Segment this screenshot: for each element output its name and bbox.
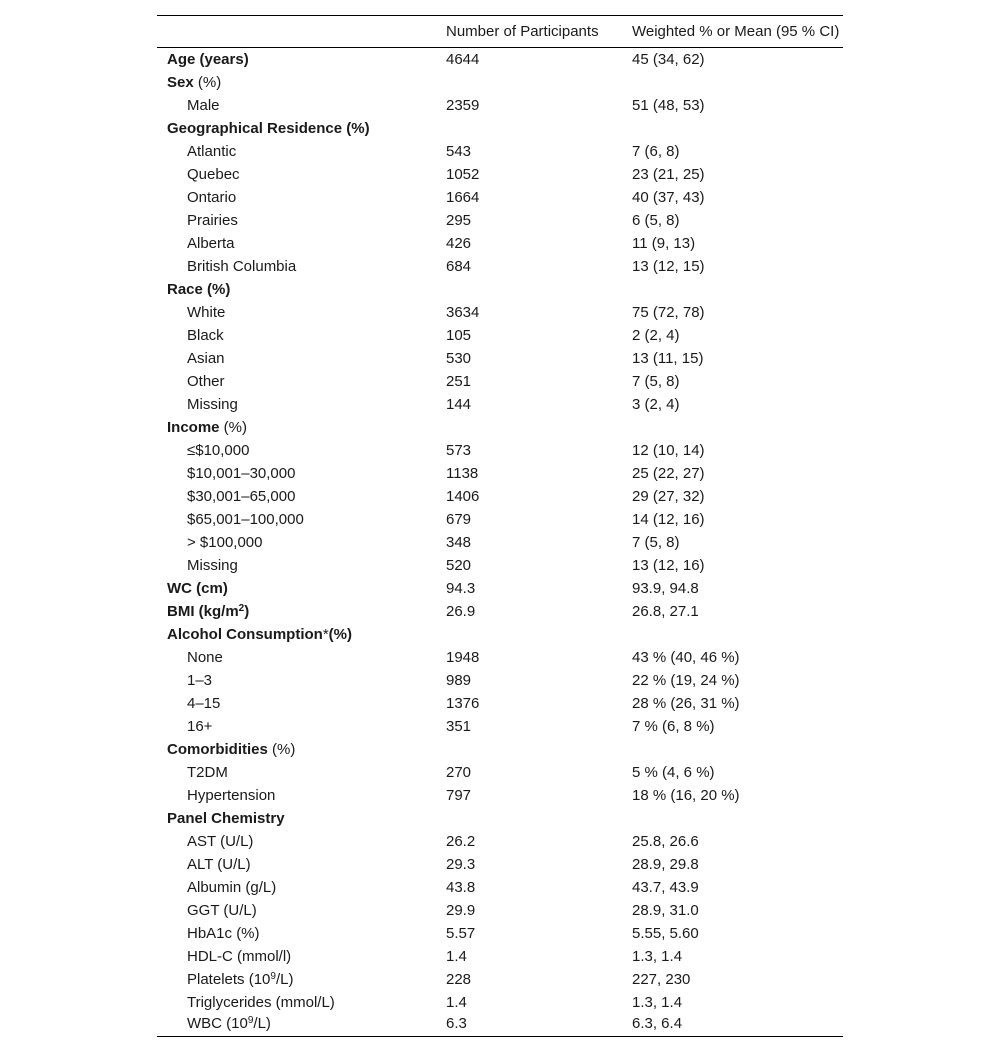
participant-characteristics-table (157, 15, 843, 1037)
table-row (157, 324, 843, 347)
table-row (157, 462, 843, 485)
row-label (157, 163, 446, 186)
weighted-cell: 13 (12, 15) (632, 257, 705, 275)
participants-cell: 1664 (446, 188, 480, 206)
row-label-label: Atlantic (187, 142, 237, 160)
weighted-cell: 1.3, 1.4 (632, 947, 683, 965)
section-row (157, 623, 843, 646)
row-label (157, 485, 446, 508)
section-row (157, 416, 843, 439)
row-label-rest: (%) (193, 73, 222, 91)
table-row (157, 439, 843, 462)
section-row (157, 48, 843, 71)
participants-cell: 43.8 (446, 878, 476, 896)
weighted-cell: 2 (2, 4) (632, 326, 680, 344)
weighted-cell: 28.9, 31.0 (632, 901, 699, 919)
row-label-label: $30,001–65,000 (187, 487, 296, 505)
table-row (157, 899, 843, 922)
participants-cell: 426 (446, 234, 472, 252)
row-label (157, 48, 446, 71)
table-row (157, 163, 843, 186)
section-row (157, 577, 843, 600)
participants-cell: 270 (446, 763, 472, 781)
weighted-cell: 1.3, 1.4 (632, 993, 683, 1011)
weighted-cell: 45 (34, 62) (632, 50, 705, 68)
row-label-label: ALT (U/L) (187, 855, 251, 873)
table-row (157, 991, 843, 1014)
section-row (157, 807, 843, 830)
participants-cell: 2359 (446, 96, 480, 114)
row-label-label: Missing (187, 395, 238, 413)
participants-cell (446, 278, 632, 301)
row-label (157, 324, 446, 347)
table-row (157, 968, 843, 991)
participants-cell: 251 (446, 372, 472, 390)
row-label (157, 623, 446, 646)
row-label-rest: (%) (219, 418, 248, 436)
participants-cell (446, 71, 632, 94)
row-label-label: 4–15 (187, 694, 221, 712)
row-label-label: GGT (U/L) (187, 901, 257, 919)
row-label (157, 945, 446, 968)
weighted-cell: 11 (9, 13) (632, 234, 696, 252)
row-label-label: Asian (187, 349, 225, 367)
participants-cell: 989 (446, 671, 472, 689)
participants-cell: 797 (446, 786, 472, 804)
weighted-cell (632, 623, 843, 646)
participants-cell: 1.4 (446, 993, 467, 1011)
table-row (157, 255, 843, 278)
row-label-rest: (%) (267, 740, 296, 758)
row-label (157, 715, 446, 738)
weighted-cell: 13 (12, 16) (632, 556, 705, 574)
weighted-cell: 75 (72, 78) (632, 303, 705, 321)
weighted-cell: 7 (5, 8) (632, 533, 680, 551)
participants-cell: 1138 (446, 464, 479, 482)
weighted-cell: 18 % (16, 20 %) (632, 786, 740, 804)
row-label-label: Missing (187, 556, 238, 574)
header-participants: Number of Participants (446, 23, 599, 40)
row-label-bold: WC (cm) (167, 579, 228, 597)
weighted-cell: 5.55, 5.60 (632, 924, 699, 942)
table-row (157, 830, 843, 853)
participants-cell (446, 623, 632, 646)
participants-cell: 228 (446, 970, 472, 988)
weighted-cell (632, 807, 843, 830)
participants-cell: 94.3 (446, 579, 476, 597)
row-label-label: 1–3 (187, 671, 213, 689)
row-label (157, 462, 446, 485)
row-label-label: None (187, 648, 223, 666)
row-label-label: AST (U/L) (187, 832, 254, 850)
participants-cell: 29.3 (446, 855, 476, 873)
row-label (157, 531, 446, 554)
row-label-bold: Comorbidities (167, 740, 268, 758)
table-row (157, 508, 843, 531)
row-label-label: $10,001–30,000 (187, 464, 296, 482)
weighted-cell: 23 (21, 25) (632, 165, 705, 183)
weighted-cell: 22 % (19, 24 %) (632, 671, 740, 689)
participants-cell (446, 807, 632, 830)
row-label-bold-after: (%) (328, 625, 352, 643)
row-label-label: HDL-C (mmol/l) (187, 947, 292, 965)
weighted-cell: 93.9, 94.8 (632, 579, 699, 597)
table-row (157, 853, 843, 876)
row-label-bold: Income (167, 418, 220, 436)
row-label (157, 554, 446, 577)
row-label (157, 508, 446, 531)
participants-cell: 3634 (446, 303, 480, 321)
row-label-bold: Sex (167, 73, 194, 91)
table-row (157, 784, 843, 807)
row-label (157, 738, 446, 761)
row-label (157, 255, 446, 278)
row-label (157, 669, 446, 692)
weighted-cell: 6.3, 6.4 (632, 1014, 683, 1032)
row-label-bold: Age (years) (167, 50, 249, 68)
row-label-label: British Columbia (187, 257, 297, 275)
row-label (157, 117, 446, 140)
participants-cell: 530 (446, 349, 472, 367)
table-row (157, 209, 843, 232)
weighted-cell: 3 (2, 4) (632, 395, 680, 413)
table-row (157, 301, 843, 324)
table-row (157, 646, 843, 669)
row-label (157, 416, 446, 439)
row-label-label: Ontario (187, 188, 237, 206)
row-label (157, 991, 446, 1014)
row-label-sup: 9 (247, 1014, 254, 1026)
table-row (157, 715, 843, 738)
row-label (157, 830, 446, 853)
row-label-sup: 2 (238, 602, 245, 614)
row-label (157, 899, 446, 922)
row-label-label: Triglycerides (mmol/L) (187, 993, 335, 1011)
participants-cell: 144 (446, 395, 472, 413)
weighted-cell: 5 % (4, 6 %) (632, 763, 715, 781)
participants-cell (446, 416, 632, 439)
participants-cell: 29.9 (446, 901, 476, 919)
participants-cell (446, 738, 632, 761)
weighted-cell: 7 (5, 8) (632, 372, 680, 390)
row-label-label: Black (187, 326, 224, 344)
weighted-cell (632, 416, 843, 439)
row-label (157, 71, 446, 94)
section-row (157, 738, 843, 761)
weighted-cell: 29 (27, 32) (632, 487, 705, 505)
row-label (157, 370, 446, 393)
row-label (157, 761, 446, 784)
row-label-label: Hypertension (187, 786, 276, 804)
row-label (157, 577, 446, 600)
table-header-row (157, 16, 843, 48)
participants-cell: 6.3 (446, 1014, 467, 1032)
participants-cell: 26.2 (446, 832, 476, 850)
row-label-bold: Panel Chemistry (167, 809, 285, 827)
row-label-sup: 9 (270, 970, 276, 982)
section-row (157, 71, 843, 94)
weighted-cell: 12 (10, 14) (632, 441, 705, 459)
table-row (157, 554, 843, 577)
participants-cell: 1406 (446, 487, 480, 505)
row-label-label: White (187, 303, 226, 321)
participants-cell: 295 (446, 211, 472, 229)
header-weighted: Weighted % or Mean (95 % CI) (632, 23, 840, 40)
table-row (157, 485, 843, 508)
participants-cell: 5.57 (446, 924, 476, 942)
participants-cell: 1.4 (446, 947, 467, 965)
table-row (157, 140, 843, 163)
participants-cell: 105 (446, 326, 472, 344)
row-label-label: T2DM (187, 763, 228, 781)
row-label-label-after: /L) (253, 1014, 271, 1032)
participants-cell: 520 (446, 556, 472, 574)
row-label (157, 784, 446, 807)
row-label (157, 968, 446, 991)
row-label-label: Quebec (187, 165, 240, 183)
row-label-bold: BMI (kg/m (167, 602, 239, 620)
row-label-label: WBC (10 (187, 1014, 248, 1032)
weighted-cell (632, 71, 843, 94)
row-label (157, 232, 446, 255)
table-row (157, 232, 843, 255)
table-row (157, 1014, 843, 1037)
row-label-label: ≤$10,000 (187, 441, 250, 459)
section-row (157, 278, 843, 301)
weighted-cell: 51 (48, 53) (632, 96, 705, 114)
row-label-bold: Alcohol Consumption (167, 625, 323, 643)
header-label-column (157, 16, 446, 48)
participants-cell: 26.9 (446, 602, 476, 620)
row-label (157, 922, 446, 945)
row-label (157, 876, 446, 899)
row-label (157, 646, 446, 669)
participants-cell (446, 117, 632, 140)
participants-cell: 684 (446, 257, 472, 275)
row-label-label: HbA1c (%) (187, 924, 260, 942)
participants-cell: 351 (446, 717, 472, 735)
weighted-cell: 43 % (40, 46 %) (632, 648, 740, 666)
weighted-cell (632, 738, 843, 761)
participants-cell: 679 (446, 510, 472, 528)
weighted-cell (632, 117, 843, 140)
weighted-cell: 28.9, 29.8 (632, 855, 699, 873)
participants-cell: 1052 (446, 165, 480, 183)
weighted-cell: 13 (11, 15) (632, 349, 704, 367)
participants-cell: 543 (446, 142, 472, 160)
row-label (157, 393, 446, 416)
table-row (157, 945, 843, 968)
row-label (157, 347, 446, 370)
table-row (157, 692, 843, 715)
table-row (157, 370, 843, 393)
table-row (157, 186, 843, 209)
table-row (157, 922, 843, 945)
weighted-cell: 14 (12, 16) (632, 510, 705, 528)
participants-cell: 573 (446, 441, 472, 459)
row-label (157, 692, 446, 715)
weighted-cell: 26.8, 27.1 (632, 602, 699, 620)
participants-cell: 1376 (446, 694, 480, 712)
participants-cell: 348 (446, 533, 472, 551)
row-label (157, 1014, 446, 1037)
row-label (157, 278, 446, 301)
weighted-cell: 7 % (6, 8 %) (632, 717, 715, 735)
row-label-label: > $100,000 (187, 533, 263, 551)
weighted-cell: 25.8, 26.6 (632, 832, 699, 850)
participants-cell: 4644 (446, 50, 480, 68)
table-row (157, 531, 843, 554)
row-label-label: Platelets (10 (187, 970, 271, 988)
weighted-cell: 28 % (26, 31 %) (632, 694, 740, 712)
row-label-bold: Geographical Residence (%) (167, 119, 370, 137)
row-label (157, 186, 446, 209)
weighted-cell: 43.7, 43.9 (632, 878, 699, 896)
row-label (157, 94, 446, 117)
row-label-label: Alberta (187, 234, 235, 252)
row-label-label: 16+ (187, 717, 213, 735)
row-label-label: Prairies (187, 211, 238, 229)
row-label-label: Albumin (g/L) (187, 878, 277, 896)
row-label-label: Male (187, 96, 220, 114)
weighted-cell: 40 (37, 43) (632, 188, 705, 206)
table-row (157, 669, 843, 692)
row-label (157, 600, 446, 623)
row-label (157, 301, 446, 324)
table-row (157, 761, 843, 784)
weighted-cell (632, 278, 843, 301)
weighted-cell: 227, 230 (632, 970, 691, 988)
row-label (157, 807, 446, 830)
row-label (157, 140, 446, 163)
row-label-bold-after: ) (244, 602, 250, 620)
weighted-cell: 6 (5, 8) (632, 211, 680, 229)
row-label (157, 209, 446, 232)
row-label-rest: * (322, 625, 329, 643)
table-row (157, 347, 843, 370)
table-row (157, 94, 843, 117)
row-label-label: $65,001–100,000 (187, 510, 304, 528)
table-row (157, 876, 843, 899)
row-label-label-after: /L) (275, 970, 294, 988)
row-label-bold: Race (%) (167, 280, 231, 298)
participants-cell: 1948 (446, 648, 480, 666)
table-body (157, 48, 843, 1037)
section-row (157, 600, 843, 623)
row-label (157, 439, 446, 462)
table-row (157, 393, 843, 416)
row-label-label: Other (187, 372, 225, 390)
section-row (157, 117, 843, 140)
weighted-cell: 25 (22, 27) (632, 464, 705, 482)
weighted-cell: 7 (6, 8) (632, 142, 680, 160)
row-label (157, 853, 446, 876)
